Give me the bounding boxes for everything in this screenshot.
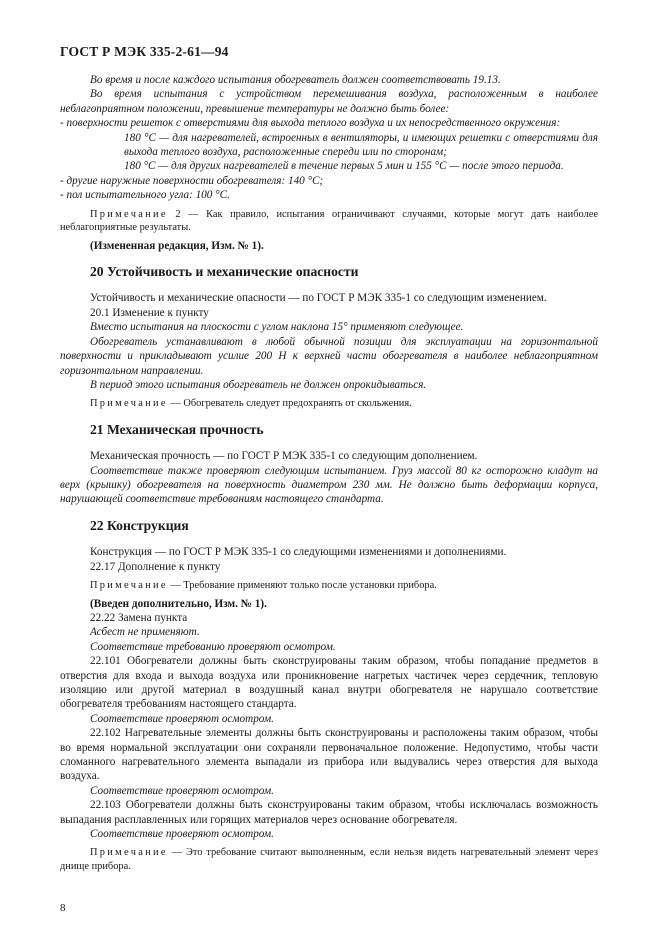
paragraph: 22.103 Обогреватели должны быть сконструированы таким образом, чтобы исключалась возможность выпадания расплавленных или горящих материалов через основание обогревателя. <box>60 799 598 826</box>
paragraph: 20.1 Изменение к пункту <box>90 306 209 319</box>
document-body <box>60 73 598 873</box>
paragraph: 22.17 Дополнение к пункту <box>90 560 221 573</box>
list-item: - поверхности решеток с отверстиями для выхода теплого воздуха и их непосредственного окружения: <box>60 117 561 130</box>
note-text: — Это требование считают выполненным, если нельзя видеть нагревательный элемент через днище прибора. <box>60 847 598 872</box>
note-label: Примечание <box>90 398 168 410</box>
note <box>60 846 598 873</box>
document-header: ГОСТ Р МЭК 335-2-61—94 <box>60 44 229 59</box>
paragraph: Обогреватель устанавливают в любой обычной позиции для эксплуатации на горизонтальной поверхности и прикладывают усилие 200 Н к верхней части обогревателя в наиболее неблагоприятном горизонтальном направлении. <box>60 335 598 377</box>
note-label: Примечание <box>90 208 168 220</box>
note <box>90 579 598 593</box>
paragraph: Соответствие проверяют осмотром. <box>90 712 274 725</box>
note-label: Примечание <box>90 580 168 592</box>
paragraph: Устойчивость и механические опасности — по ГОСТ Р МЭК 335-1 со следующим изменением. <box>90 292 547 305</box>
note-text: — Требование применяют только после установки прибора. <box>167 580 437 592</box>
paragraph: Во время и после каждого испытания обогреватель должен соответствовать 19.13. <box>90 74 501 86</box>
list-item: 180 °C — для других нагревателей в течение первых 5 мин и 155 °C — после этого периода. <box>124 160 564 173</box>
list-item: 180 °C — для нагревателей, встроенных в вентиляторы, и имеющих решетки с отверстиями для выхода теплого воздуха, расположенные спереди или по сторонам; <box>124 131 598 159</box>
note-text: 2 — Как правило, испытания ограничивают случаями, которые могут дать наиболее неблагоприятные результаты. <box>60 208 598 234</box>
paragraph: Механическая прочность — по ГОСТ Р МЭК 335-1 со следующим дополнением. <box>90 450 478 463</box>
paragraph: В период этого испытания обогреватель не должен опрокидываться. <box>90 378 427 391</box>
note <box>60 208 598 235</box>
note <box>90 397 598 411</box>
paragraph: Конструкция — по ГОСТ Р МЭК 335-1 со следующими изменениями и дополнениями. <box>90 546 507 559</box>
paragraph: Соответствие проверяют осмотром. <box>90 784 274 797</box>
list-item: - пол испытательного угла: 100 °C. <box>60 189 230 202</box>
paragraph: Во время испытания с устройством перемешивания воздуха, расположенным в наиболее неблагоприятном положении, превышение температуры не должно быть более: <box>60 88 598 115</box>
section-heading-21: 21 Механическая прочность <box>90 421 264 437</box>
paragraph: 22.102 Нагревательные элементы должны быть сконструированы и расположены таким образом, чтобы во время нормальной эксплуатации они сохраняли первоначальное положение. Недопустимо, чтобы части сломанного нагревательного элемента выпадали из прибора или выдувались через отверстия для выхода воздуха. <box>60 727 598 783</box>
paragraph: 22.101 Обогреватели должны быть сконструированы таким образом, чтобы попадание предметов в отверстия для входа и выхода воздуха или проникновение нагретых частичек через сердечник, тепловую изоляцию или другой материал в воздушный канал внутри обогревателя не нарушало соответствие обогревателя требованиям настоящего стандарта. <box>60 655 598 711</box>
section-heading-22: 22 Конструкция <box>90 517 189 533</box>
list-item: - другие наружные поверхности обогревателя: 140 °C; <box>60 174 324 187</box>
note-label: Примечание <box>90 847 168 859</box>
paragraph: Соответствие проверяют осмотром. <box>90 828 274 841</box>
paragraph: Вместо испытания на плоскости с углом наклона 15° применяют следующее. <box>90 321 464 334</box>
page-number: 8 <box>60 902 66 914</box>
section-heading-20: 20 Устойчивость и механические опасности <box>90 264 359 280</box>
paragraph: Соответствие также проверяют следующим испытанием. Груз массой 80 кг осторожно кладут на верх (крышку) обогревателя на поверхность диаметром 230 мм. Не должно быть деформации корпуса, нарушающей соответствие требованиям настоящего стандарта. <box>60 464 598 506</box>
paragraph: Асбест не применяют. <box>90 626 200 639</box>
note-text: — Обогреватель следует предохранять от скольжения. <box>167 398 412 410</box>
edition-mark: (Введен дополнительно, Изм. № 1). <box>90 597 267 610</box>
paragraph: Соответствие требованию проверяют осмотром. <box>90 640 336 653</box>
paragraph: 22.22 Замена пункта <box>90 611 188 624</box>
edition-mark: (Измененная редакция, Изм. № 1). <box>90 239 264 252</box>
